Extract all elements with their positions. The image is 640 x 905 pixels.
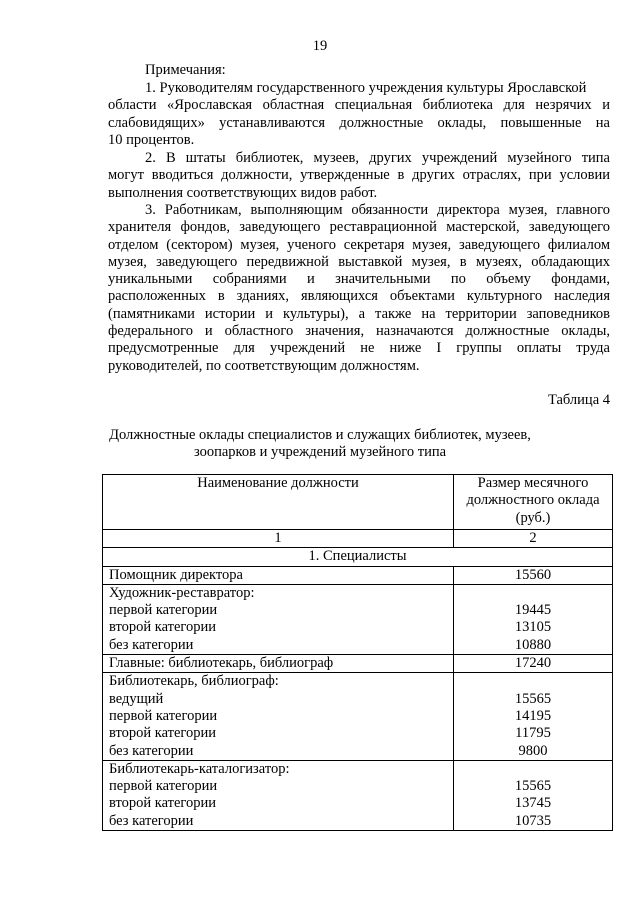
table-row: Художник-реставратор: первой категории второй категории без категории 19445 13105 10880 xyxy=(103,584,613,654)
column-numbers-row xyxy=(103,530,613,548)
notes-heading xyxy=(108,62,610,79)
section-title: 1. Специалисты xyxy=(103,548,613,566)
header-position-name: Наименование должности xyxy=(103,475,454,530)
table-caption: Должностные оклады специалистов и служащих библиотек, музеев, зоопарков и учреждений музейного типа xyxy=(109,427,531,461)
table-row: Помощник директора 15560 xyxy=(103,566,613,584)
table-label: Таблица 4 xyxy=(547,392,610,408)
column-number-2: 2 xyxy=(454,530,613,548)
column-number-1: 1 xyxy=(103,530,454,548)
table-header-row xyxy=(103,475,613,530)
page-number: 19 xyxy=(312,38,328,54)
section-row xyxy=(103,548,613,566)
table-row: Библиотекарь-каталогизатор: первой категории второй категории без категории 15565 13745 10735 xyxy=(103,760,613,830)
note-1: 1. Руководителям государственного учреждения культуры Ярославской области «Ярославская областная специальная библиотека для незрячих и слабовидящих» устанавливаются должностные оклады, повышенные на 10 процентов. xyxy=(108,80,610,148)
note-2: 2. В штаты библиотек, музеев, других учреждений музейного типа могут вводиться должности, утвержденные в других отраслях, при условии выполнения соответствующих видов работ. xyxy=(108,150,610,201)
salary-table xyxy=(102,474,613,831)
notes-heading-text: Примечания: xyxy=(145,62,226,78)
header-salary: Размер месячного должностного оклада (руб.) xyxy=(454,475,613,530)
table-row: Библиотекарь, библиограф: ведущий первой категории второй категории без категории 15565 14195 11795 9800 xyxy=(103,673,613,760)
note-3: 3. Работникам, выполняющим обязанности директора музея, главного хранителя фондов, заведующего реставрационной мастерской, заведующего отделом (сектором) музея, ученого секретаря музея, заведующего филиалом музея, заведующего передвижной выставкой музея, в музеях, обладающих уникальными собраниями и значительными по объему фондами, расположенных в зданиях, являющихся объектами культурного наследия (памятниками истории и культуры), а также на территории заповедников федерального и областного значения, назначаются должностные оклады, предусмотренные для учреждений не ниже I группы оплаты труда руководителей, по соответствующим должностям. xyxy=(108,202,610,374)
table-row: Главные: библиотекарь, библиограф 17240 xyxy=(103,655,613,673)
